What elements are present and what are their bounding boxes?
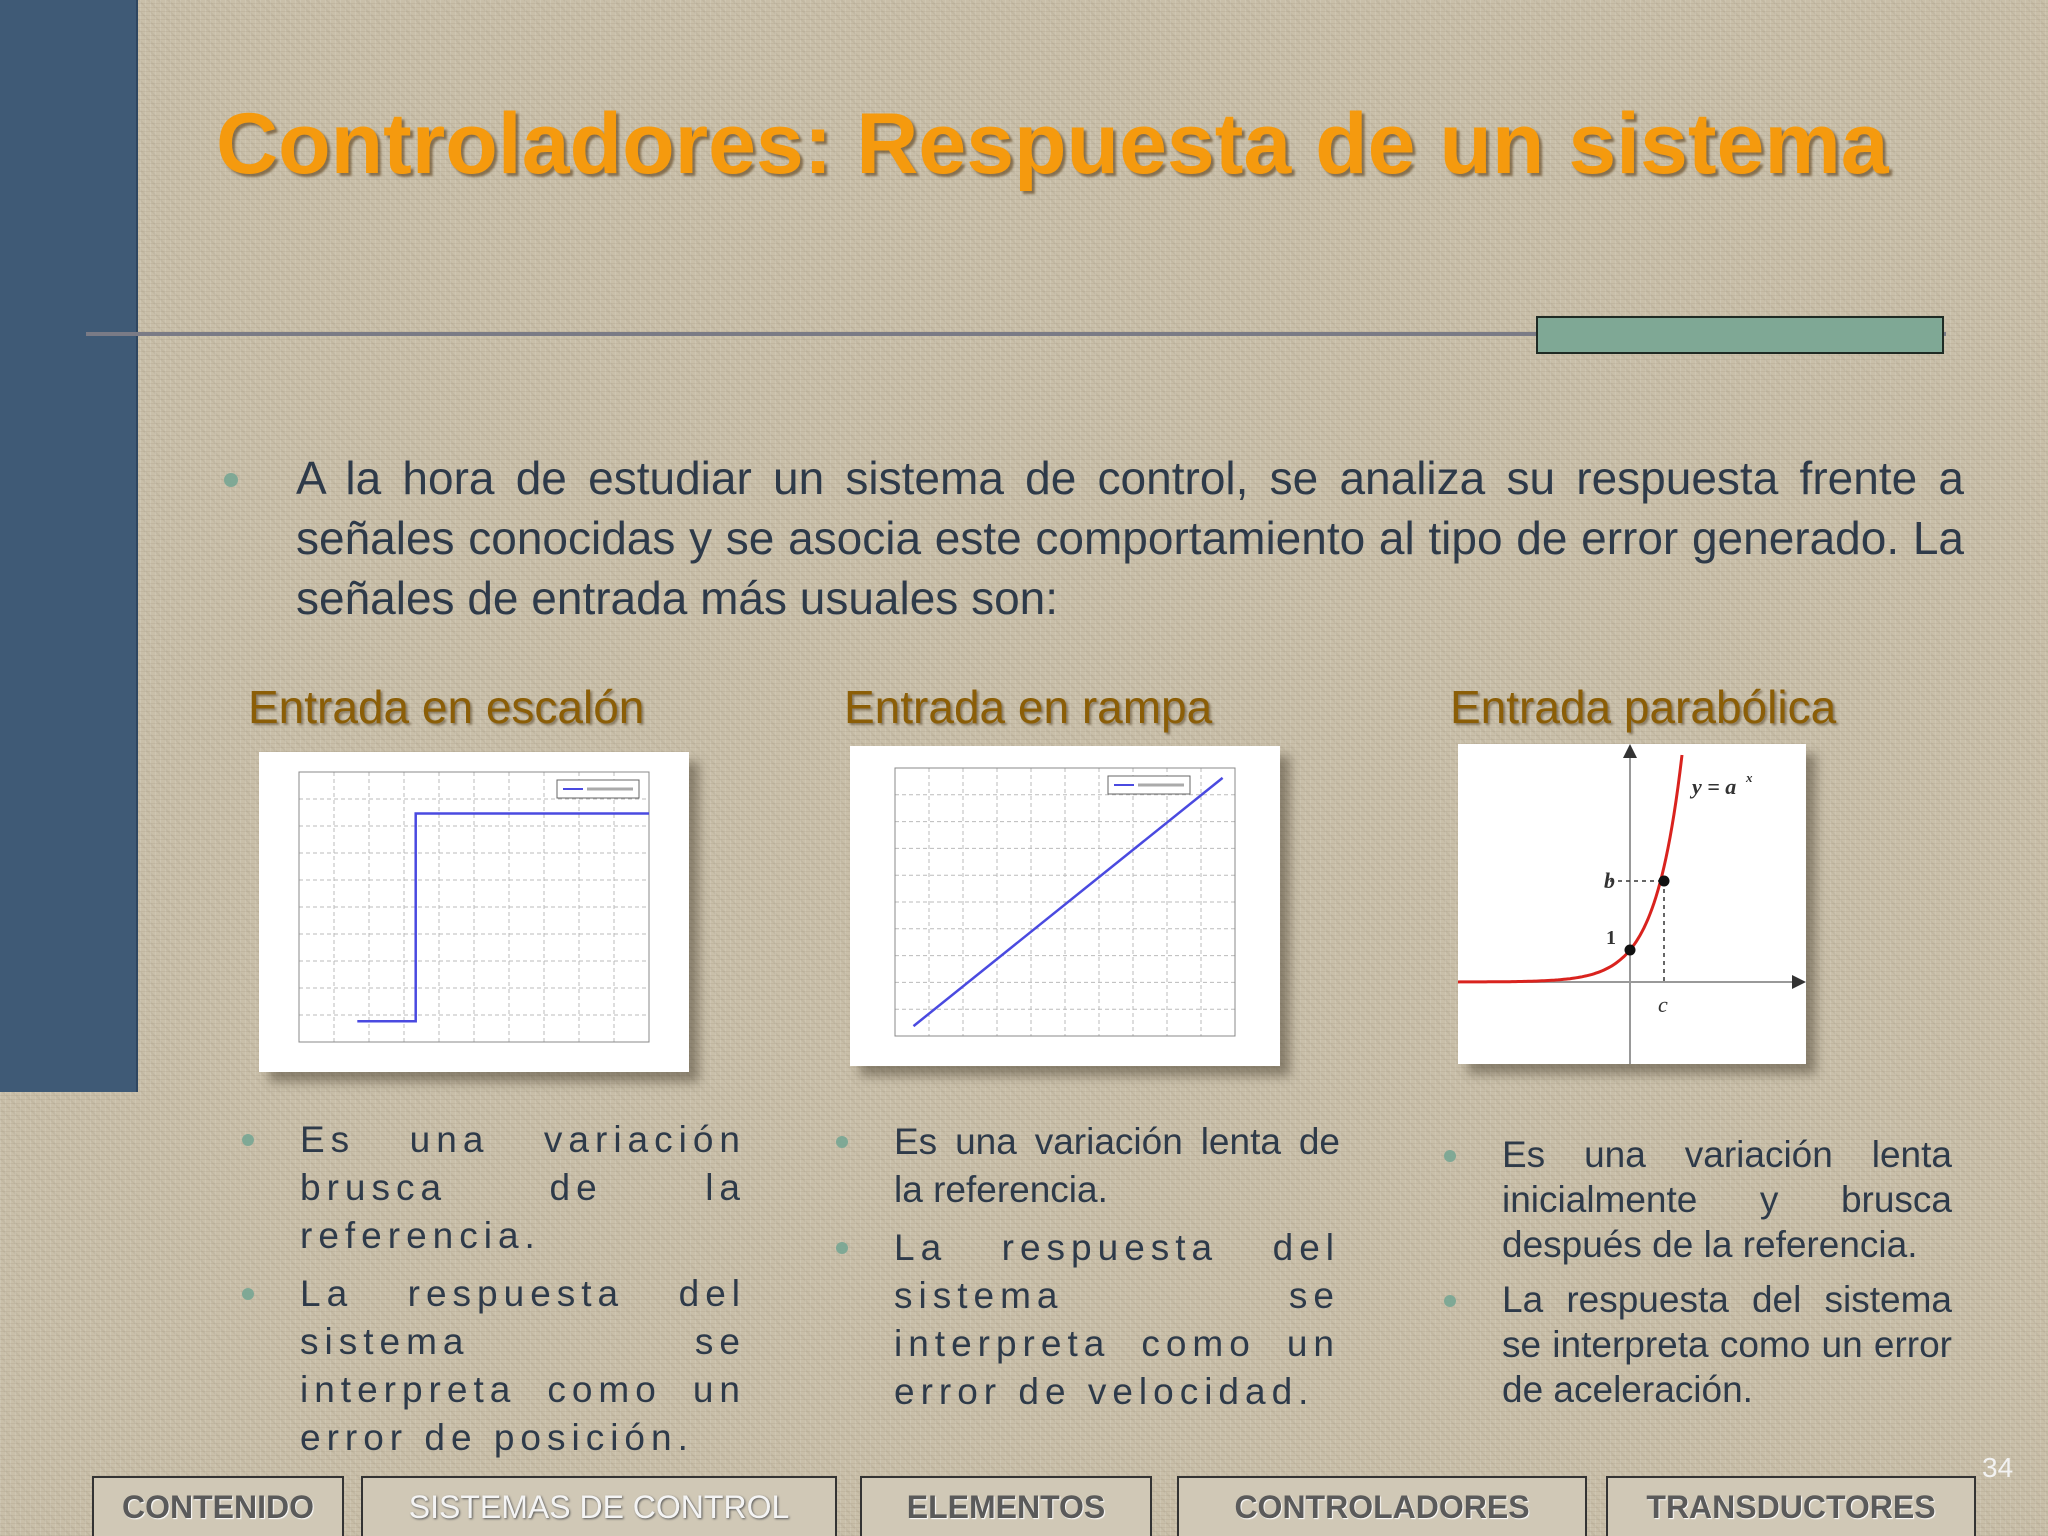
page-number: 34: [1982, 1452, 2014, 1483]
heading-parabolic-input: Entrada parabólica: [1450, 681, 1837, 733]
list-item: La respuesta del sistema se interpreta como un error de posición.: [300, 1270, 746, 1462]
label-one: 1: [1606, 927, 1616, 949]
exponential-curve: [1458, 755, 1682, 982]
page-title: Controladores: Respuesta de un sistema: [216, 96, 1889, 192]
intro-paragraph: [222, 448, 1964, 628]
heading-ramp-input: Entrada en rampa: [844, 681, 1213, 733]
bullet-icon: [836, 1136, 848, 1148]
bullet-icon: [242, 1288, 254, 1300]
ramp-chart-svg: [850, 746, 1280, 1066]
parabolic-chart: [1458, 744, 1806, 1064]
left-sidebar-bar: [0, 0, 136, 1092]
x-axis-arrow-icon: [1792, 975, 1806, 989]
bullet-icon: [224, 473, 238, 487]
list-item: La respuesta del sistema se interpreta como un error de velocidad.: [894, 1224, 1340, 1416]
point-one: [1625, 945, 1636, 956]
title-accent-block: [1536, 316, 1944, 354]
bullet-icon: [1444, 1150, 1456, 1162]
list-item: Es una variación lenta inicialmente y brusca después de la referencia.: [1502, 1132, 1952, 1267]
step-series-line: [357, 814, 649, 1022]
label-b: b: [1604, 868, 1615, 893]
step-bullets: [300, 1116, 746, 1462]
nav-button-elementos[interactable]: ELEMENTOS: [860, 1476, 1152, 1536]
list-item: La respuesta del sistema se interpreta como un error de aceleración.: [1502, 1277, 1952, 1412]
bullet-icon: [1444, 1295, 1456, 1307]
nav-button-contenido[interactable]: CONTENIDO: [92, 1476, 344, 1536]
parabolic-chart-svg: [1458, 744, 1806, 1064]
parabolic-bullets: [1502, 1132, 1952, 1412]
list-item: Es una variación lenta de la referencia.: [894, 1118, 1340, 1214]
function-label: y = a: [1692, 774, 1737, 799]
bullet-icon: [242, 1134, 254, 1146]
bullet-icon: [836, 1242, 848, 1254]
ramp-bullets: [894, 1118, 1340, 1416]
y-axis-arrow-icon: [1623, 744, 1637, 758]
heading-step-input: Entrada en escalón: [248, 681, 645, 733]
intro-text: A la hora de estudiar un sistema de control, se analiza su respuesta frente a señales conocidas y se asocia este comportamiento al tipo de error generado. La señales de entrada más usuales son:: [296, 452, 1964, 624]
nav-button-sistemas-de-control[interactable]: SISTEMAS DE CONTROL: [361, 1476, 837, 1536]
label-c: c: [1658, 992, 1668, 1017]
list-item: Es una variación brusca de la referencia.: [300, 1116, 746, 1260]
step-chart-svg: [259, 752, 689, 1072]
nav-button-transductores[interactable]: TRANSDUCTORES: [1606, 1476, 1976, 1536]
function-label-exponent: x: [1746, 770, 1753, 785]
point-b: [1659, 876, 1670, 887]
nav-button-controladores[interactable]: CONTROLADORES: [1177, 1476, 1587, 1536]
step-chart: [259, 752, 689, 1072]
ramp-chart: [850, 746, 1280, 1066]
